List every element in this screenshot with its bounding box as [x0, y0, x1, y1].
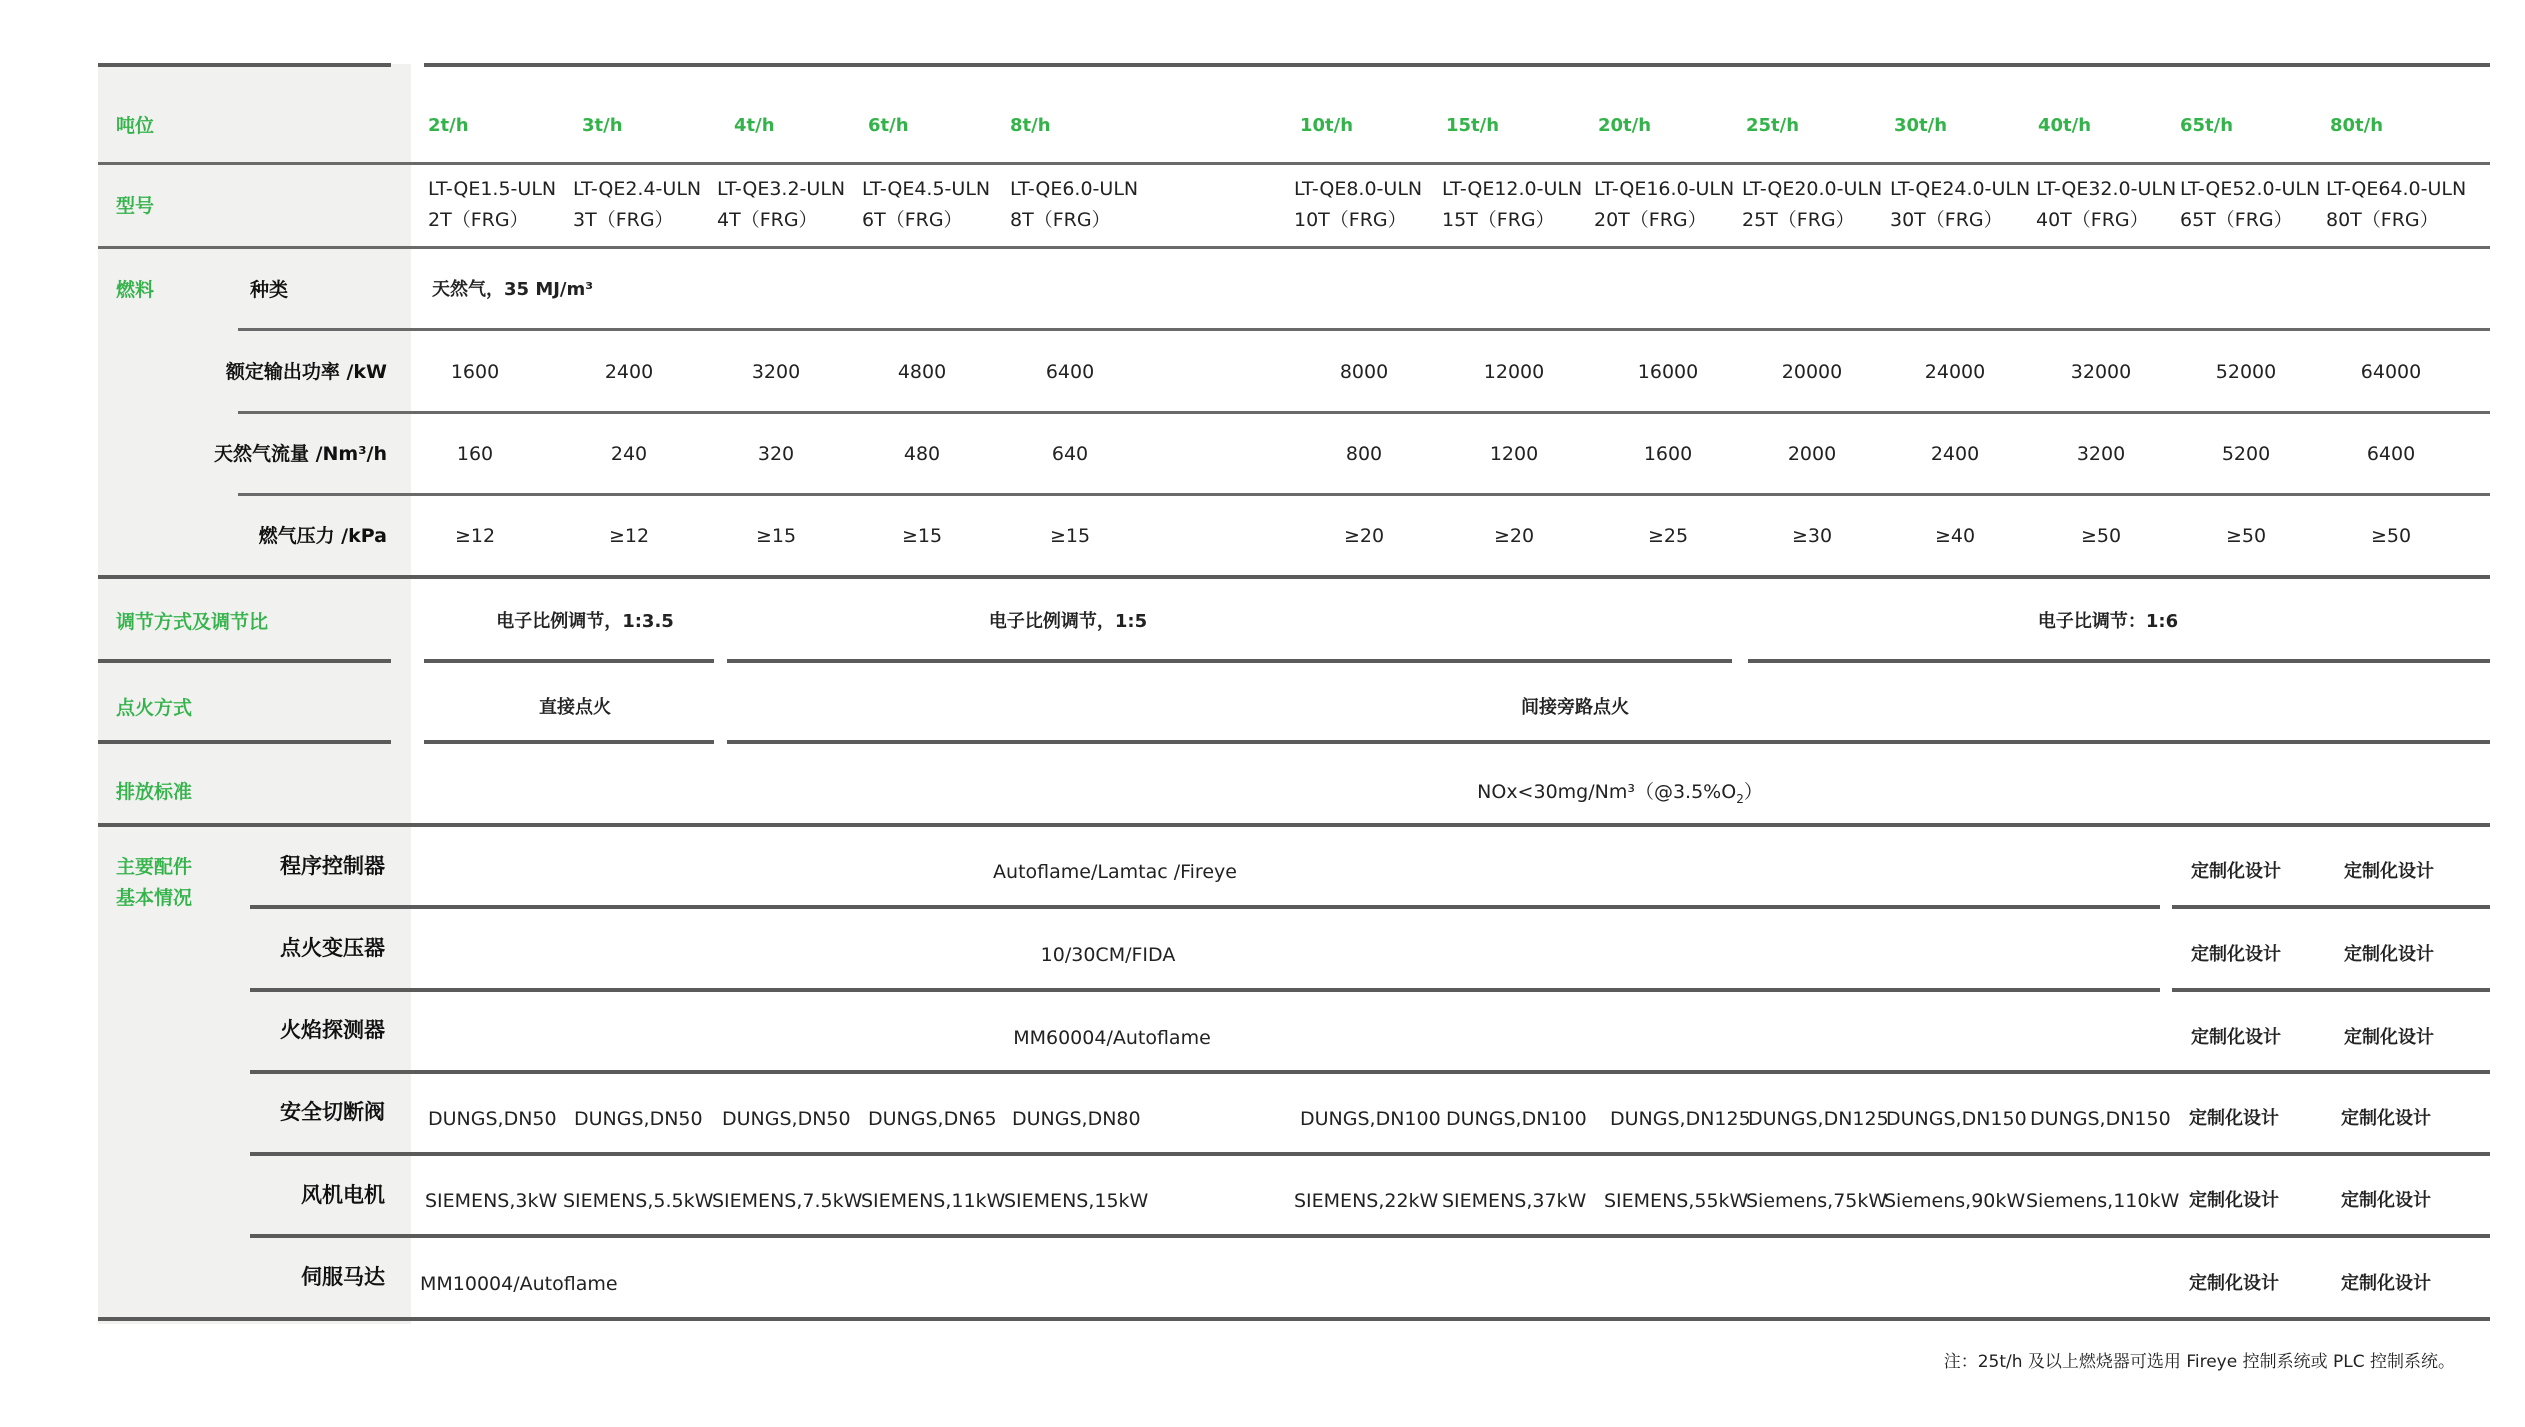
transformer-value: 10/30CM/FIDA	[1040, 944, 1176, 966]
rule	[98, 659, 391, 663]
row-label-gas-flow: 天然气流量 /Nm³/h	[213, 443, 387, 465]
row-label-fan-motor: 风机电机	[301, 1183, 385, 1207]
model-cell: LT-QE1.5-ULN 2T（FRG）	[428, 178, 557, 231]
gas-flow-cell: 800	[1345, 443, 1383, 465]
ignition-cell: 直接点火	[539, 697, 611, 718]
row-label-model: 型号	[116, 195, 155, 217]
gas-pressure-cell: ≥25	[1647, 525, 1689, 547]
capacity-40: 40t/h	[2038, 115, 2092, 136]
gas-flow-cell: 5200	[2221, 443, 2271, 465]
regulation-cell: 电子比例调节，1:5	[988, 611, 1148, 632]
fan-motor-cell: Siemens,75kW	[1746, 1190, 1888, 1212]
model-cell: LT-QE52.0-ULN 65T（FRG）	[2180, 178, 2321, 231]
capacity-20: 20t/h	[1598, 115, 1652, 136]
rule	[98, 162, 2490, 165]
safety-valve-cell: DUNGS,DN80	[1012, 1108, 1141, 1130]
rule	[98, 575, 2490, 579]
rated-power-cell: 3200	[751, 361, 801, 383]
gas-flow-cell: 320	[757, 443, 795, 465]
model-cell: LT-QE6.0-ULN 8T（FRG）	[1010, 178, 1139, 231]
model-cell: LT-QE24.0-ULN 30T（FRG）	[1890, 178, 2031, 231]
fan-motor-cell: SIEMENS,22kW	[1294, 1190, 1439, 1212]
regulation-cell: 电子比例调节，1:3.5	[496, 611, 674, 632]
model-cell: LT-QE2.4-ULN 3T（FRG）	[573, 178, 702, 231]
custom-design-cell: 定制化设计	[2189, 1190, 2279, 1211]
gas-pressure-cell: ≥15	[1049, 525, 1091, 547]
capacity-2: 2t/h	[428, 115, 469, 136]
rated-power-cell: 2400	[604, 361, 654, 383]
model-cell: LT-QE12.0-ULN 15T（FRG）	[1442, 178, 1583, 231]
gas-flow-cell: 640	[1051, 443, 1089, 465]
row-label-fuel-type: 种类	[250, 279, 289, 301]
safety-valve-cell: DUNGS,DN100	[1446, 1108, 1587, 1130]
fan-motor-cell: Siemens,110kW	[2026, 1190, 2180, 1212]
rule	[424, 659, 714, 663]
controller-value: Autoflame/Lamtac /Fireye	[993, 861, 1237, 883]
fan-motor-cell: SIEMENS,3kW	[425, 1190, 558, 1212]
regulation-cell: 电子比调节：1:6	[2037, 611, 2179, 632]
model-cell: LT-QE8.0-ULN 10T（FRG）	[1294, 178, 1423, 231]
capacity-4: 4t/h	[734, 115, 775, 136]
rated-power-cell: 16000	[1637, 361, 1699, 383]
rule	[1748, 659, 2490, 663]
row-label-emission: 排放标准	[116, 781, 193, 803]
safety-valve-cell: DUNGS,DN50	[722, 1108, 851, 1130]
row-label-controller: 程序控制器	[280, 854, 385, 878]
label-column-background	[98, 64, 411, 1324]
rule	[238, 493, 2490, 496]
fan-motor-cell: SIEMENS,37kW	[1442, 1190, 1587, 1212]
rule-bottom	[98, 1317, 2490, 1321]
safety-valve-cell: DUNGS,DN125	[1748, 1108, 1889, 1130]
gas-pressure-cell: ≥50	[2080, 525, 2122, 547]
gas-pressure-cell: ≥15	[755, 525, 797, 547]
capacity-8: 8t/h	[1010, 115, 1051, 136]
fan-motor-cell: SIEMENS,7.5kW	[712, 1190, 863, 1212]
gas-pressure-cell: ≥50	[2225, 525, 2267, 547]
row-label-gas-pressure: 燃气压力 /kPa	[258, 525, 387, 547]
safety-valve-cell: DUNGS,DN150	[1886, 1108, 2027, 1130]
emission-cell: $NOx<30mg/Nm^3(@3.5\%O_2)$	[1477, 781, 1763, 806]
model-cell: LT-QE3.2-ULN 4T（FRG）	[717, 178, 846, 231]
gas-flow-cell: 2400	[1930, 443, 1980, 465]
row-label-transformer: 点火变压器	[280, 936, 385, 960]
rule	[250, 1152, 2490, 1156]
rated-power-cell: 64000	[2360, 361, 2422, 383]
gas-pressure-cell: ≥20	[1343, 525, 1385, 547]
safety-valve-cell: DUNGS,DN65	[868, 1108, 997, 1130]
flame-detector-value: MM60004/Autoflame	[1013, 1027, 1211, 1049]
custom-design-cell: 定制化设计	[2341, 1273, 2431, 1294]
gas-pressure-cell: ≥30	[1791, 525, 1833, 547]
rule	[250, 1070, 2490, 1074]
rule	[250, 988, 2160, 992]
safety-valve-cell: DUNGS,DN150	[2030, 1108, 2171, 1130]
gas-pressure-cell: ≥40	[1934, 525, 1976, 547]
gas-flow-cell: 240	[610, 443, 648, 465]
gas-flow-cell: 1600	[1643, 443, 1693, 465]
custom-design-cell: 定制化设计	[2189, 1273, 2279, 1294]
rule	[2172, 905, 2490, 909]
rated-power-cell: 32000	[2070, 361, 2132, 383]
custom-design-cell: 定制化设计	[2344, 861, 2434, 882]
fan-motor-cell: SIEMENS,11kW	[861, 1190, 1006, 1212]
gas-flow-cell: 1200	[1489, 443, 1539, 465]
safety-valve-cell: DUNGS,DN50	[428, 1108, 557, 1130]
capacity-25: 25t/h	[1746, 115, 1800, 136]
rule	[2172, 988, 2490, 992]
custom-design-cell: 定制化设计	[2191, 1027, 2281, 1048]
rated-power-cell: 12000	[1483, 361, 1545, 383]
row-label-tonnage: 吨位	[116, 115, 155, 137]
rated-power-cell: 8000	[1339, 361, 1389, 383]
custom-design-cell: 定制化设计	[2191, 944, 2281, 965]
gas-flow-cell: 480	[903, 443, 941, 465]
rule	[424, 740, 714, 744]
model-cell: LT-QE16.0-ULN 20T（FRG）	[1594, 178, 1735, 231]
capacity-6: 6t/h	[868, 115, 909, 136]
safety-valve-cell: DUNGS,DN125	[1610, 1108, 1751, 1130]
row-label-rated-power: 额定输出功率 /kW	[225, 361, 387, 383]
gas-flow-cell: 2000	[1787, 443, 1837, 465]
model-cell: LT-QE4.5-ULN 6T（FRG）	[862, 178, 991, 231]
model-cell: LT-QE64.0-ULN 80T（FRG）	[2326, 178, 2467, 231]
fuel-type-value: 天然气，35 MJ/m³	[432, 279, 594, 300]
gas-flow-cell: 160	[456, 443, 494, 465]
safety-valve-cell: DUNGS,DN100	[1300, 1108, 1441, 1130]
capacity-3: 3t/h	[582, 115, 623, 136]
gas-pressure-cell: ≥20	[1493, 525, 1535, 547]
model-cell: LT-QE32.0-ULN 40T（FRG）	[2036, 178, 2177, 231]
custom-design-cell: 定制化设计	[2189, 1108, 2279, 1129]
gas-flow-cell: 3200	[2076, 443, 2126, 465]
fan-motor-cell: SIEMENS,55kW	[1604, 1190, 1749, 1212]
row-label-components-1: 主要配件	[116, 856, 193, 878]
rule	[98, 823, 2490, 827]
capacity-10: 10t/h	[1300, 115, 1354, 136]
rated-power-cell: 1600	[450, 361, 500, 383]
rule	[727, 659, 1732, 663]
rule	[238, 328, 2490, 331]
row-label-servo: 伺服马达	[301, 1265, 385, 1289]
rule-top-right	[424, 63, 2490, 67]
capacity-15: 15t/h	[1446, 115, 1500, 136]
row-label-components-2: 基本情况	[116, 887, 193, 909]
safety-valve-cell: DUNGS,DN50	[574, 1108, 703, 1130]
rule	[250, 905, 2160, 909]
gas-flow-cell: 6400	[2366, 443, 2416, 465]
capacity-65: 65t/h	[2180, 115, 2234, 136]
rated-power-cell: 4800	[897, 361, 947, 383]
custom-design-cell: 定制化设计	[2341, 1108, 2431, 1129]
row-label-regulation: 调节方式及调节比	[116, 611, 269, 633]
rule-top-left	[98, 63, 391, 67]
servo-value: MM10004/Autoflame	[420, 1273, 618, 1295]
row-label-ignition: 点火方式	[116, 697, 193, 719]
rated-power-cell: 6400	[1045, 361, 1095, 383]
row-label-flame-detector: 火焰探测器	[280, 1018, 385, 1042]
row-label-fuel: 燃料	[116, 279, 155, 301]
rule	[238, 411, 2490, 414]
gas-pressure-cell: ≥50	[2370, 525, 2412, 547]
fan-motor-cell: SIEMENS,5.5kW	[563, 1190, 714, 1212]
rated-power-cell: 52000	[2215, 361, 2277, 383]
gas-pressure-cell: ≥12	[454, 525, 496, 547]
model-cell: LT-QE20.0-ULN 25T（FRG）	[1742, 178, 1883, 231]
fan-motor-cell: Siemens,90kW	[1884, 1190, 2026, 1212]
gas-pressure-cell: ≥15	[901, 525, 943, 547]
gas-pressure-cell: ≥12	[608, 525, 650, 547]
fan-motor-cell: SIEMENS,15kW	[1004, 1190, 1149, 1212]
rated-power-cell: 24000	[1924, 361, 1986, 383]
rule	[98, 246, 2490, 249]
custom-design-cell: 定制化设计	[2191, 861, 2281, 882]
custom-design-cell: 定制化设计	[2341, 1190, 2431, 1211]
rule	[250, 1234, 2490, 1238]
rated-power-cell: 20000	[1781, 361, 1843, 383]
rule	[727, 740, 2490, 744]
row-label-safety-valve: 安全切断阀	[280, 1100, 385, 1124]
footnote: 注：25t/h 及以上燃烧器可选用 Fireye 控制系统或 PLC 控制系统。	[1943, 1352, 2455, 1372]
custom-design-cell: 定制化设计	[2344, 944, 2434, 965]
rule	[98, 740, 391, 744]
capacity-30: 30t/h	[1894, 115, 1948, 136]
ignition-cell: 间接旁路点火	[1521, 697, 1629, 718]
custom-design-cell: 定制化设计	[2344, 1027, 2434, 1048]
capacity-80: 80t/h	[2330, 115, 2384, 136]
